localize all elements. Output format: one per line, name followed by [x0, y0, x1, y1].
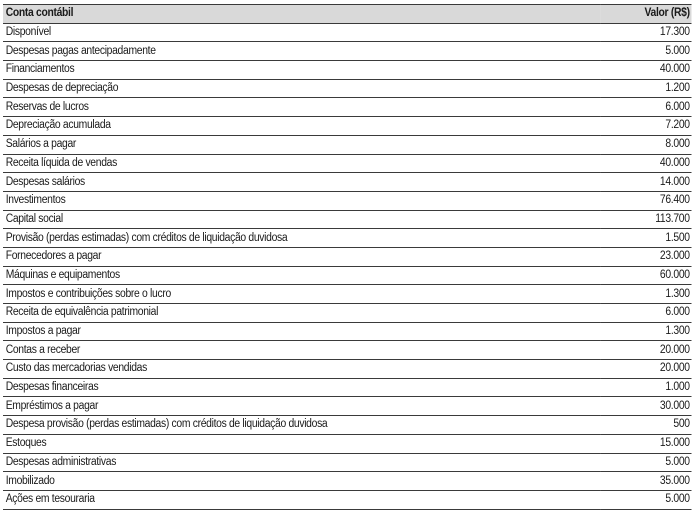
- account-name-cell: Salários a pagar: [3, 135, 601, 154]
- table-row: [3, 135, 692, 154]
- account-name-cell: Despesas de depreciação: [3, 79, 601, 98]
- account-value-cell: 20.000: [601, 360, 692, 379]
- account-name-cell: Estoques: [3, 434, 601, 453]
- account-value-cell: 23.000: [601, 247, 692, 266]
- table-row: [3, 98, 692, 117]
- account-value-cell: 40.000: [601, 154, 692, 173]
- table-body: [3, 23, 692, 509]
- account-name-cell: Despesas salários: [3, 173, 601, 192]
- account-value-cell: 6.000: [601, 98, 692, 117]
- table-row: [3, 360, 692, 379]
- table-row: [3, 229, 692, 248]
- table-row: [3, 191, 692, 210]
- table-row: [3, 285, 692, 304]
- account-name-cell: Depreciação acumulada: [3, 117, 601, 136]
- account-name-cell: Despesas administrativas: [3, 453, 601, 472]
- account-value-cell: 14.000: [601, 173, 692, 192]
- account-value-cell: 1.300: [601, 322, 692, 341]
- table-row: [3, 210, 692, 229]
- account-name-cell: Receita líquida de vendas: [3, 154, 601, 173]
- account-value-cell: 500: [601, 416, 692, 435]
- account-name-cell: Capital social: [3, 210, 601, 229]
- table-row: [3, 247, 692, 266]
- table-row: [3, 23, 692, 42]
- account-name-cell: Despesas pagas antecipadamente: [3, 42, 601, 61]
- account-name-cell: Contas a receber: [3, 341, 601, 360]
- table-row: [3, 416, 692, 435]
- table-row: [3, 341, 692, 360]
- account-name-cell: Reservas de lucros: [3, 98, 601, 117]
- account-value-cell: 1.000: [601, 378, 692, 397]
- account-value-cell: 7.200: [601, 117, 692, 136]
- account-name-cell: Fornecedores a pagar: [3, 247, 601, 266]
- table-row: [3, 42, 692, 61]
- account-name-cell: Máquinas e equipamentos: [3, 266, 601, 285]
- account-value-cell: 40.000: [601, 61, 692, 80]
- account-name-cell: Provisão (perdas estimadas) com créditos de liquidação duvidosa: [3, 229, 601, 248]
- account-name-cell: Imobilizado: [3, 472, 601, 491]
- account-value-cell: 5.000: [601, 453, 692, 472]
- account-name-cell: Despesa provisão (perdas estimadas) com créditos de liquidação duvidosa: [3, 416, 601, 435]
- table-row: [3, 453, 692, 472]
- account-name-cell: Investimentos: [3, 191, 601, 210]
- table-row: [3, 266, 692, 285]
- account-value-cell: 113.700: [601, 210, 692, 229]
- accounts-table-container: [3, 4, 692, 510]
- account-value-cell: 1.200: [601, 79, 692, 98]
- account-value-cell: 1.500: [601, 229, 692, 248]
- table-header-row: [3, 5, 692, 24]
- account-value-cell: 35.000: [601, 472, 692, 491]
- account-value-cell: 8.000: [601, 135, 692, 154]
- account-name-cell: Empréstimos a pagar: [3, 397, 601, 416]
- table-row: [3, 79, 692, 98]
- column-header-account: Conta contábil: [3, 5, 601, 24]
- account-value-cell: 5.000: [601, 42, 692, 61]
- table-row: [3, 154, 692, 173]
- table-row: [3, 397, 692, 416]
- account-name-cell: Disponível: [3, 23, 601, 42]
- table-row: [3, 173, 692, 192]
- account-name-cell: Despesas financeiras: [3, 378, 601, 397]
- table-row: [3, 304, 692, 323]
- accounts-table: [3, 4, 692, 510]
- account-value-cell: 30.000: [601, 397, 692, 416]
- account-name-cell: Impostos e contribuições sobre o lucro: [3, 285, 601, 304]
- table-row: [3, 61, 692, 80]
- account-name-cell: Impostos a pagar: [3, 322, 601, 341]
- account-value-cell: 6.000: [601, 304, 692, 323]
- account-value-cell: 76.400: [601, 191, 692, 210]
- table-row: [3, 490, 692, 509]
- table-row: [3, 117, 692, 136]
- account-value-cell: 17.300: [601, 23, 692, 42]
- table-row: [3, 434, 692, 453]
- column-header-value: Valor (R$): [601, 5, 692, 24]
- table-row: [3, 472, 692, 491]
- account-name-cell: Financiamentos: [3, 61, 601, 80]
- account-name-cell: Ações em tesouraria: [3, 490, 601, 509]
- account-value-cell: 5.000: [601, 490, 692, 509]
- table-row: [3, 322, 692, 341]
- account-value-cell: 60.000: [601, 266, 692, 285]
- table-row: [3, 378, 692, 397]
- account-name-cell: Custo das mercadorias vendidas: [3, 360, 601, 379]
- account-name-cell: Receita de equivalência patrimonial: [3, 304, 601, 323]
- account-value-cell: 20.000: [601, 341, 692, 360]
- account-value-cell: 1.300: [601, 285, 692, 304]
- account-value-cell: 15.000: [601, 434, 692, 453]
